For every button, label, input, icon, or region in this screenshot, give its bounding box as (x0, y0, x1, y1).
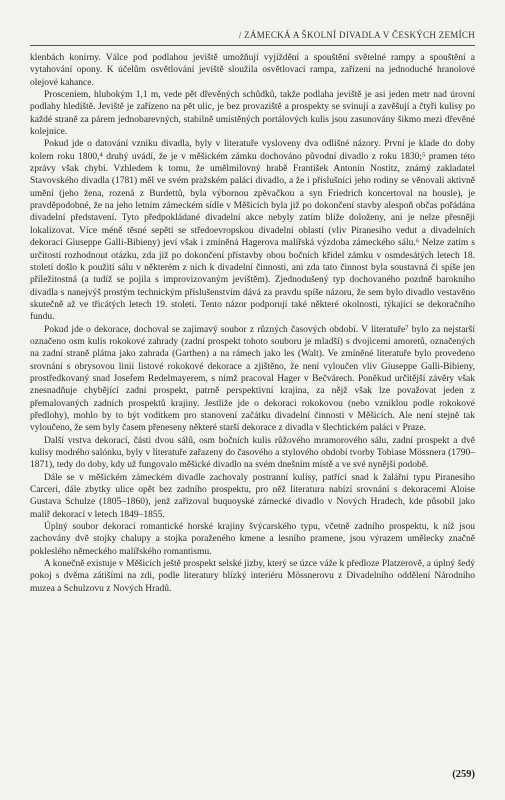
paragraph: Další vrstva dekorací, části dvou sálů, osm bočních kulis růžového mramorového sálu, zadní prospekt a dvě kulisy modrého salónku, byly v literatuře zařazeny do časového a stylového období tvorby Tobiase Mössnera (1790–1871), tedy do doby, kdy už fungovalo měšické divadlo na svém dnešním místě a ve své nynější podobě. (30, 435, 475, 471)
paragraph: Prosceniem, hlubokým 1,1 m, vede pět dřevěných schůdků, takže podlaha jeviště je asi jeden metr nad úrovní podlahy hlediště. Jeviště je zařízeno na pět ulic, je bez provaziště a prospekty se svinují a zavěšují a čtyři kulisy po každé straně za párem jednobarevných, stabilně umístěných portálových kulis jsou zasunovány šikmo mezi dřevěné kolejnice. (30, 90, 475, 138)
paragraph: Pokud jde o datování vzniku divadla, byly v literatuře vysloveny dva odlišné názory. První je klade do doby kolem roku 1800,⁴ druhý uvádí, že je v měšickém zámku dochováno původní divadlo z roku 1830;⁵ pramen této zprávy však chybí. Vzhledem k tomu, že umělmilovný hrabě František Antonín Nostitz, známý zakladatel Stavovského divadla (1781) měl ve svém pražském paláci divadlo, a že i příslušníci jeho rodiny se věnovali aktivně umění (jeho žena, rozená z Burdettů, byla výbornou zpěvačkou a syn Friedrich koncertoval na housle), je pravděpodobné, že na jeho letním zámeckém sídle v Měšicích byla již po dokončení stavby alespoň občas pořádána divadelní představení. Tyto předpokládané divadelní akce nebyly zatím blíže doloženy, ani je nelze přesněji lokalizovat. Více méně těsné sepětí se středoevropskou divadelní oblastí (vliv Piranesiho vedut a divadelních dekorací Giuseppe Galli-Bibieny) jeví však i zmíněná Hagerova malířská výzdoba zámeckého sálu.⁶ Nelze zatím s určitostí rozhodnout otázku, zda již po dokončení přístavby obou bočních křídel zámku v osmdesátých letech 18. století došlo k použití sálu v některém z nich k divadelní činnosti, ani zda tato činnost byla soustavná či spíše jen příležitostná (a tudíž se pojila s improvizovaným jevištěm). Zjednodušený typ dochovaného pozdně barokního divadla s nanejvýš prostým technickým příslušenstvím dává za pravdu spíše názoru, že sem bylo divadlo vestavěno skutečně až ve třicátých letech 19. století. Tento názor podporují také některé okolnosti, týkající se dekoračního fundu. (30, 139, 475, 323)
paragraph: Pokud jde o dekorace, dochoval se zajímavý soubor z různých časových období. V literatuře⁷ bylo za nejstarší označeno osm kulis rokokové zahrady (zadní prospekt tohoto souboru je mladší) s dvojicemi amoretů, označených na zadní straně plátna jako zahrada (Garthen) a na rámech jako les (Walt). Ve zmíněné literatuře bylo provedeno srovnání s obrysovou linií listové rokokové dekorace a zjištěno, že není vyloučen vliv Giuseppe Galli-Bibieny, prostředkovaný snad Josefem Redelmayerem, s nímž pracoval Hager v Bečvárech. Poněkud určitější závěry však znesnadňuje chybějící zadní prospekt, patrně perspektivní krajina, za nějž však lze považovat jeden z přemalovaných zadních prospektů krajiny. Jestliže jde o dekoraci rokokovou (nebo vzniklou podle rokokové předlohy), mohlo by to být vodítkem pro stanovení začátku divadelní činnosti v Měšicích. Ale není stejně tak vyloučeno, že sem byly časem přeneseny některé starší dekorace z divadla v šlechtickém paláci v Praze. (30, 324, 475, 434)
paragraph: klenbách konírny. Válce pod podlahou jeviště umožňují vyjíždění a spouštění světelné rampy a spouštění a vytahování opony. K účelům osvětlování jeviště sloužila osvětlovací rampa, zařízení na jednoduché hranolové olejové kahance. (30, 53, 475, 88)
body-text (30, 52, 475, 595)
page-number: (259) (452, 769, 475, 780)
paragraph: A konečně existuje v Měšicích ještě prospekt selské jizby, který se úzce váže k předloze Platzerově, a úplný šedý pokoj s dvěma zátišími na zdi, podle literatury blízký interiéru Mössnerovu z Divadelního oddělení Národního muzea a Schulzovu z Nových Hradů. (30, 559, 475, 594)
running-head: / ZÁMECKÁ A ŠKOLNÍ DIVADLA V ČESKÝCH ZEMÍCH (238, 30, 475, 40)
header-rule (30, 45, 475, 46)
paragraph: Dále se v měšickém zámeckém divadle zachovaly postranní kulisy, patřící snad k žalářní typu Piranesiho Carceri, dále zbytky ulice opět bez zadního prospektu, pro něž literatura nabízí srovnání s dekoracemi Aloise Gustava Schulze (1805–1860), jenž zařizoval buquoyské zámecké divadlo v Nových Hradech, kde působil jako malíř dekorací v letech 1849–1855. (30, 472, 475, 520)
paragraph: Úplný soubor dekorací romantické horské krajiny švýcarského typu, včetně zadního prospektu, k níž jsou zachovány dvě stojky chalupy a stojka poraženého kmene a lesního pramene, jsou výrazem umělecky značně pokleslého německého malířského romantismu. (30, 522, 475, 557)
